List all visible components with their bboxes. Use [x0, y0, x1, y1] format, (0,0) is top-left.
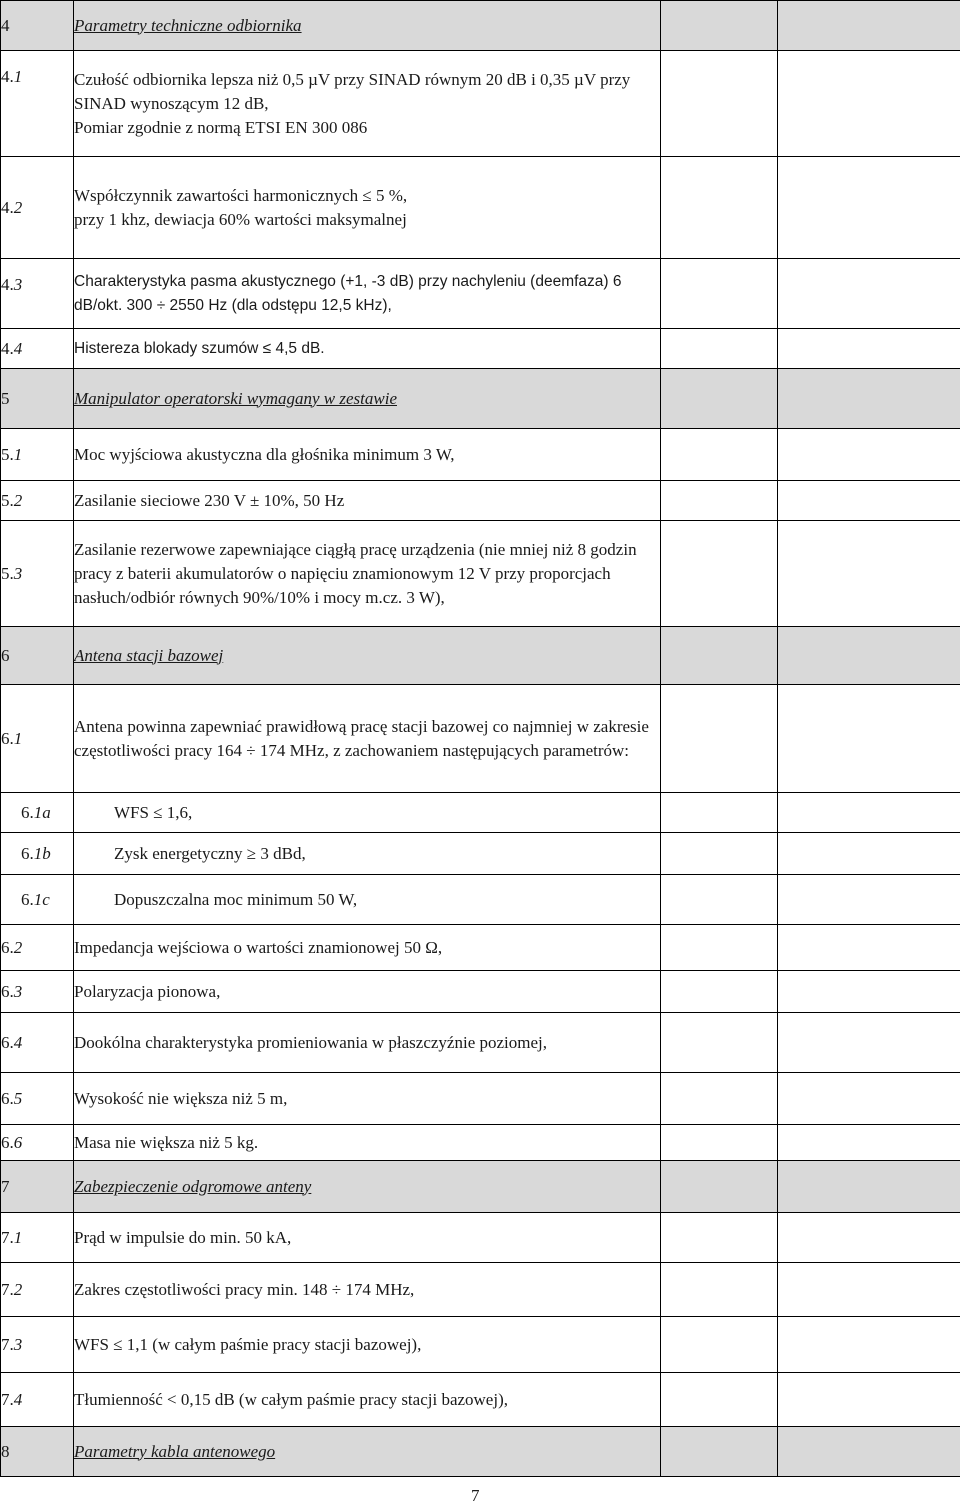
item-number-sub: 2 [13, 490, 23, 510]
item-number [1, 429, 74, 481]
section-row [1, 627, 960, 685]
item-description [74, 481, 661, 521]
description-line: Dopuszczalna moc minimum 50 W, [114, 889, 358, 909]
empty-cell [778, 1013, 960, 1073]
item-number [1, 1073, 74, 1125]
spec-row [1, 157, 960, 259]
empty-cell [661, 1125, 778, 1161]
empty-cell [778, 51, 960, 157]
spec-row [1, 1317, 960, 1373]
item-number [1, 1427, 74, 1477]
empty-cell [661, 875, 778, 925]
empty-cell [661, 429, 778, 481]
item-number-main: 6. [1, 1088, 14, 1108]
item-number-main: 4. [1, 197, 14, 217]
item-description [74, 51, 661, 157]
section-title [74, 1427, 661, 1477]
empty-cell [661, 1161, 778, 1213]
item-number-main: 4 [1, 15, 10, 35]
item-number [1, 833, 74, 875]
item-number-sub: 6 [13, 1132, 23, 1152]
item-number [1, 1125, 74, 1161]
item-number [1, 1161, 74, 1213]
item-number-main: 6. [1, 981, 14, 1001]
empty-cell [778, 1073, 960, 1125]
description-line: Zakres częstotliwości pracy min. 148 ÷ 174 MHz, [74, 1279, 415, 1299]
empty-cell [778, 1427, 960, 1477]
description-line: Histereza blokady szumów ≤ 4,5 dB. [74, 339, 325, 357]
description-line: przy 1 khz, dewiacja 60% wartości maksymalnej [74, 209, 407, 229]
item-number-main: 5. [1, 444, 14, 464]
empty-cell [661, 1213, 778, 1263]
item-number-sub: 2 [13, 1279, 23, 1299]
section-row [1, 1161, 960, 1213]
item-number-main: 4. [1, 275, 14, 294]
section-row [1, 1427, 960, 1477]
empty-cell [661, 833, 778, 875]
empty-cell [778, 793, 960, 833]
empty-cell [661, 157, 778, 259]
description-line: Dookólna charakterystyka promieniowania w płaszczyźnie poziomej, [74, 1032, 547, 1052]
item-number-sub: 3 [13, 563, 23, 583]
item-description [74, 925, 661, 971]
spec-row [1, 1213, 960, 1263]
item-number-main: 8 [1, 1441, 10, 1461]
item-number-main: 6. [1, 937, 14, 957]
spec-row [1, 521, 960, 627]
item-number-sub: 4 [13, 338, 23, 358]
item-number-sub: 2 [13, 937, 23, 957]
item-description [74, 1263, 661, 1317]
item-number [1, 259, 74, 329]
item-description [74, 685, 661, 793]
item-number-sub: 3 [13, 1334, 23, 1354]
item-number [1, 1263, 74, 1317]
empty-cell [778, 1373, 960, 1427]
empty-cell [778, 1263, 960, 1317]
description-line: Antena stacji bazowej [74, 645, 224, 665]
description-line: Współczynnik zawartości harmonicznych ≤ 5 %, [74, 185, 408, 205]
item-number-sub: 1a [33, 802, 51, 822]
item-number [1, 685, 74, 793]
item-number [1, 971, 74, 1013]
item-number-main: 4. [1, 67, 14, 86]
description-line: Masa nie większa niż 5 kg. [74, 1132, 259, 1152]
empty-cell [778, 481, 960, 521]
empty-cell [778, 157, 960, 259]
item-number-main: 6. [21, 802, 34, 822]
item-number [1, 627, 74, 685]
item-number-sub: 4 [13, 1389, 23, 1409]
item-description [74, 429, 661, 481]
item-number-sub: 3 [13, 981, 23, 1001]
empty-cell [661, 925, 778, 971]
spec-row [1, 1125, 960, 1161]
item-number [1, 51, 74, 157]
item-number [1, 793, 74, 833]
empty-cell [778, 521, 960, 627]
item-number-sub: 3 [13, 275, 23, 294]
item-number [1, 1, 74, 51]
spec-row [1, 51, 960, 157]
spec-row [1, 429, 960, 481]
description-line: częstotliwości pracy 164 ÷ 174 MHz, z zachowaniem następujących parametrów: [74, 740, 630, 760]
item-number-sub: 1 [13, 67, 23, 86]
description-line: Tłumienność < 0,15 dB (w całym paśmie pracy stacji bazowej), [74, 1389, 508, 1409]
empty-cell [661, 259, 778, 329]
section-title [74, 627, 661, 685]
spec-row [1, 1073, 960, 1125]
spec-row [1, 971, 960, 1013]
description-line: Zasilanie rezerwowe zapewniające ciągłą pracę urządzenia (nie mniej niż 8 godzin [74, 539, 637, 559]
item-number-main: 5 [1, 388, 10, 408]
empty-cell [778, 429, 960, 481]
spec-row [1, 329, 960, 369]
spec-row [1, 1263, 960, 1317]
description-line: Zabezpieczenie odgromowe anteny [74, 1176, 312, 1196]
item-description [74, 833, 661, 875]
item-number-main: 7. [1, 1389, 14, 1409]
item-number-main: 4. [1, 338, 14, 358]
section-title [74, 1, 661, 51]
description-line: Zasilanie sieciowe 230 V ± 10%, 50 Hz [74, 490, 345, 510]
item-number-main: 7. [1, 1334, 14, 1354]
item-description [74, 329, 661, 369]
empty-cell [778, 369, 960, 429]
empty-cell [661, 1263, 778, 1317]
description-line: Parametry techniczne odbiornika [74, 15, 302, 35]
empty-cell [661, 1427, 778, 1477]
empty-cell [778, 1317, 960, 1373]
empty-cell [778, 685, 960, 793]
item-description [74, 875, 661, 925]
empty-cell [661, 329, 778, 369]
empty-cell [661, 627, 778, 685]
description-line: Pomiar zgodnie z normą ETSI EN 300 086 [74, 117, 368, 137]
empty-cell [661, 521, 778, 627]
description-line: Antena powinna zapewniać prawidłową pracę stacji bazowej co najmniej w zakresie [74, 716, 649, 736]
empty-cell [661, 971, 778, 1013]
description-line: WFS ≤ 1,6, [114, 802, 193, 822]
item-number [1, 521, 74, 627]
item-description [74, 793, 661, 833]
item-description [74, 157, 661, 259]
item-number-main: 6. [21, 843, 34, 863]
empty-cell [661, 481, 778, 521]
empty-cell [661, 1, 778, 51]
section-title [74, 1161, 661, 1213]
empty-cell [778, 875, 960, 925]
spec-row [1, 259, 960, 329]
item-number [1, 1213, 74, 1263]
item-number [1, 875, 74, 925]
empty-cell [661, 1073, 778, 1125]
description-line: Zysk energetyczny ≥ 3 dBd, [114, 843, 306, 863]
item-number-main: 7 [1, 1176, 10, 1196]
item-number [1, 329, 74, 369]
item-number-main: 6. [21, 889, 34, 909]
item-number [1, 1013, 74, 1073]
description-line: Charakterystyka pasma akustycznego (+1, -3 dB) przy nachyleniu (deemfaza) 6 [74, 272, 622, 290]
empty-cell [661, 793, 778, 833]
item-description [74, 1317, 661, 1373]
empty-cell [778, 259, 960, 329]
item-number-sub: 1 [13, 1227, 23, 1247]
item-number-main: 7. [1, 1279, 14, 1299]
spec-row [1, 875, 960, 925]
description-line: Manipulator operatorski wymagany w zestawie [74, 388, 397, 408]
item-description [74, 971, 661, 1013]
section-title [74, 369, 661, 429]
empty-cell [778, 1125, 960, 1161]
description-line: nasłuch/odbiór równych 90%/10% i mocy m.cz. 3 W), [74, 587, 445, 607]
item-number [1, 157, 74, 259]
description-line: dB/okt. 300 ÷ 2550 Hz (dla odstępu 12,5 kHz), [74, 296, 392, 314]
item-description [74, 1013, 661, 1073]
item-description [74, 521, 661, 627]
spec-row [1, 481, 960, 521]
item-number [1, 369, 74, 429]
spec-row [1, 685, 960, 793]
item-number-sub: 1c [33, 889, 50, 909]
item-number-main: 6. [1, 728, 14, 748]
page-number: 7 [471, 1486, 480, 1505]
item-description [74, 1213, 661, 1263]
empty-cell [778, 1161, 960, 1213]
description-line: WFS ≤ 1,1 (w całym paśmie pracy stacji bazowej), [74, 1334, 422, 1354]
empty-cell [778, 925, 960, 971]
item-number [1, 1373, 74, 1427]
empty-cell [661, 1317, 778, 1373]
item-number-sub: 1b [33, 843, 51, 863]
item-number [1, 1317, 74, 1373]
description-line: Impedancja wejściowa o wartości znamionowej 50 Ω, [74, 937, 443, 957]
spec-row [1, 1373, 960, 1427]
description-line: SINAD wynoszącym 12 dB, [74, 93, 269, 113]
item-number-sub: 1 [13, 728, 23, 748]
description-line: Polaryzacja pionowa, [74, 981, 221, 1001]
description-line: Prąd w impulsie do min. 50 kA, [74, 1227, 292, 1247]
item-number-main: 7. [1, 1227, 14, 1247]
item-number-sub: 4 [13, 1032, 23, 1052]
item-number-main: 5. [1, 563, 14, 583]
empty-cell [778, 627, 960, 685]
item-number-main: 5. [1, 490, 14, 510]
empty-cell [778, 971, 960, 1013]
item-number-main: 6. [1, 1032, 14, 1052]
section-row [1, 369, 960, 429]
empty-cell [661, 685, 778, 793]
description-line: Moc wyjściowa akustyczna dla głośnika minimum 3 W, [74, 444, 455, 464]
item-number [1, 925, 74, 971]
item-number-main: 6. [1, 1132, 14, 1152]
empty-cell [778, 1213, 960, 1263]
section-row [1, 1, 960, 51]
empty-cell [661, 1013, 778, 1073]
item-number-sub: 5 [13, 1088, 23, 1108]
empty-cell [778, 833, 960, 875]
item-description [74, 259, 661, 329]
spec-row [1, 793, 960, 833]
item-number-sub: 1 [13, 444, 23, 464]
item-number-main: 6 [1, 645, 10, 665]
item-number-sub: 2 [13, 197, 23, 217]
description-line: pracy z baterii akumulatorów o napięciu znamionowym 12 V przy proporcjach [74, 563, 611, 583]
empty-cell [661, 369, 778, 429]
item-description [74, 1073, 661, 1125]
empty-cell [778, 329, 960, 369]
empty-cell [661, 51, 778, 157]
spec-row [1, 1013, 960, 1073]
item-description [74, 1373, 661, 1427]
spec-row [1, 925, 960, 971]
spec-row [1, 833, 960, 875]
description-line: Wysokość nie większa niż 5 m, [74, 1088, 288, 1108]
empty-cell [661, 1373, 778, 1427]
item-number [1, 481, 74, 521]
description-line: Parametry kabla antenowego [74, 1441, 276, 1461]
description-line: Czułość odbiornika lepsza niż 0,5 µV przy SINAD równym 20 dB i 0,35 µV przy [74, 69, 631, 89]
item-description [74, 1125, 661, 1161]
empty-cell [778, 1, 960, 51]
